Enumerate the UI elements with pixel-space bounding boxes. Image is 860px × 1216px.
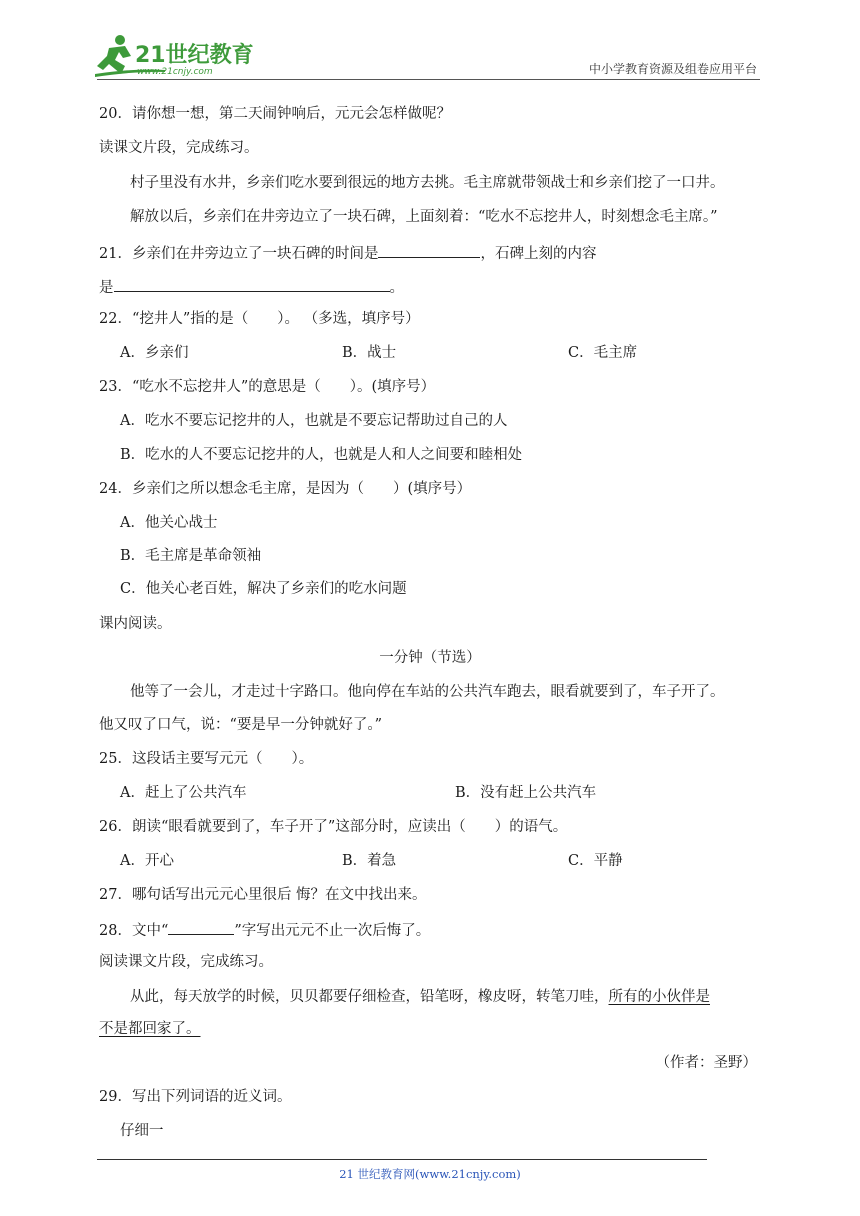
options-row (120, 851, 740, 871)
author-credit: （作者：圣野） (655, 1055, 757, 1071)
option-b: B．着急 (342, 853, 397, 869)
platform-name: 中小学教育资源及组卷应用平台 (588, 62, 757, 76)
passage-text: 从此，每天放学的时候，贝贝都要仔细检查，铅笔呀，橡皮呀，转笔刀哇， (130, 989, 609, 1005)
passage-paragraph (130, 987, 710, 1007)
option-a: A．赶上了公共汽车 (120, 785, 247, 801)
question-23: 23．“吃水不忘挖井人”的意思是（ ）。(填序号） (99, 379, 436, 395)
question-20: 20．请你想一想，第二天闹钟响后，元元会怎样做呢？ (99, 106, 451, 122)
question-text: 是 (99, 280, 114, 296)
answer-blank[interactable] (378, 242, 480, 258)
option-b: B．战士 (342, 345, 397, 361)
passage-paragraph (99, 1019, 201, 1039)
question-text: 28．文中“ (99, 923, 169, 939)
page-footer[interactable]: 21 世纪教育网(www.21cnjy.com) (339, 1167, 521, 1181)
underlined-sentence: 不是都回家了。 (99, 1021, 201, 1037)
question-text: 。 (389, 280, 404, 296)
option-a: A．他关心战士 (120, 515, 218, 531)
site-logo (95, 30, 265, 78)
passage-paragraph: 村子里没有水井，乡亲们吃水要到很远的地方去挑。毛主席就带领战士和乡亲们挖了一口井。 (130, 175, 725, 191)
passage-title: 一分钟（节选） (379, 650, 481, 666)
options-row (120, 783, 740, 803)
option-b: B．吃水的人不要忘记挖井的人，也就是人和人之间要和睦相处 (120, 447, 523, 463)
question-27: 27．哪句话写出元元心里很后 悔？在文中找出来。 (99, 887, 427, 903)
page-header (0, 0, 860, 82)
question-text: ”字写出元元不止一次后悔了。 (234, 923, 431, 939)
question-24: 24．乡亲们之所以想念毛主席，是因为（ ）(填序号） (99, 481, 472, 497)
option-b: B．没有赶上公共汽车 (455, 785, 597, 801)
option-a: A．开心 (120, 853, 174, 869)
passage-paragraph: 他等了一会儿，才走过十字路口。他向停在车站的公共汽车跑去，眼看就要到了，车子开了。 (130, 684, 725, 700)
option-b: B．毛主席是革命领袖 (120, 548, 262, 564)
question-26: 26．朗读“眼看就要到了，车子开了”这部分时，应读出（ ）的语气。 (99, 819, 568, 835)
option-c: C．他关心老百姓，解决了乡亲们的吃水问题 (120, 581, 407, 597)
svg-text:21世纪教育: 21世纪教育 (135, 43, 254, 68)
option-c: C．毛主席 (568, 345, 638, 361)
section-intro: 读课文片段，完成练习。 (99, 140, 259, 156)
section-intro: 阅读课文片段，完成练习。 (99, 954, 273, 970)
header-divider (97, 79, 760, 80)
option-c: C．平静 (568, 853, 623, 869)
question-29: 29．写出下列词语的近义词。 (99, 1089, 292, 1105)
option-a: A．乡亲们 (120, 345, 189, 361)
question-text: 21．乡亲们在井旁边立了一块石碑的时间是 (99, 246, 379, 262)
svg-text:www.21cnjy.com: www.21cnjy.com (137, 67, 213, 77)
passage-paragraph: 他又叹了口气，说：“要是早一分钟就好了。” (99, 717, 383, 733)
answer-blank[interactable] (168, 919, 234, 935)
question-25: 25．这段话主要写元元（ ）。 (99, 751, 314, 767)
question-21-continued (99, 276, 404, 298)
option-a: A．吃水不要忘记挖井的人，也就是不要忘记帮助过自己的人 (120, 413, 508, 429)
underlined-sentence: 所有的小伙伴是 (608, 989, 710, 1005)
section-intro: 课内阅读。 (99, 616, 172, 632)
footer-divider (97, 1159, 707, 1160)
options-row (120, 343, 740, 363)
question-21 (99, 242, 596, 264)
question-text: ，石碑上刻的内容 (480, 246, 597, 262)
answer-blank[interactable] (114, 276, 390, 292)
question-28 (99, 919, 430, 941)
question-22: 22．“挖井人”指的是（ ）。 （多选，填序号） (99, 311, 420, 327)
vocab-item: 仔细一 (120, 1123, 164, 1139)
passage-paragraph: 解放以后，乡亲们在井旁边立了一块石碑，上面刻着：“吃水不忘挖井人，时刻想念毛主席。” (130, 209, 718, 225)
